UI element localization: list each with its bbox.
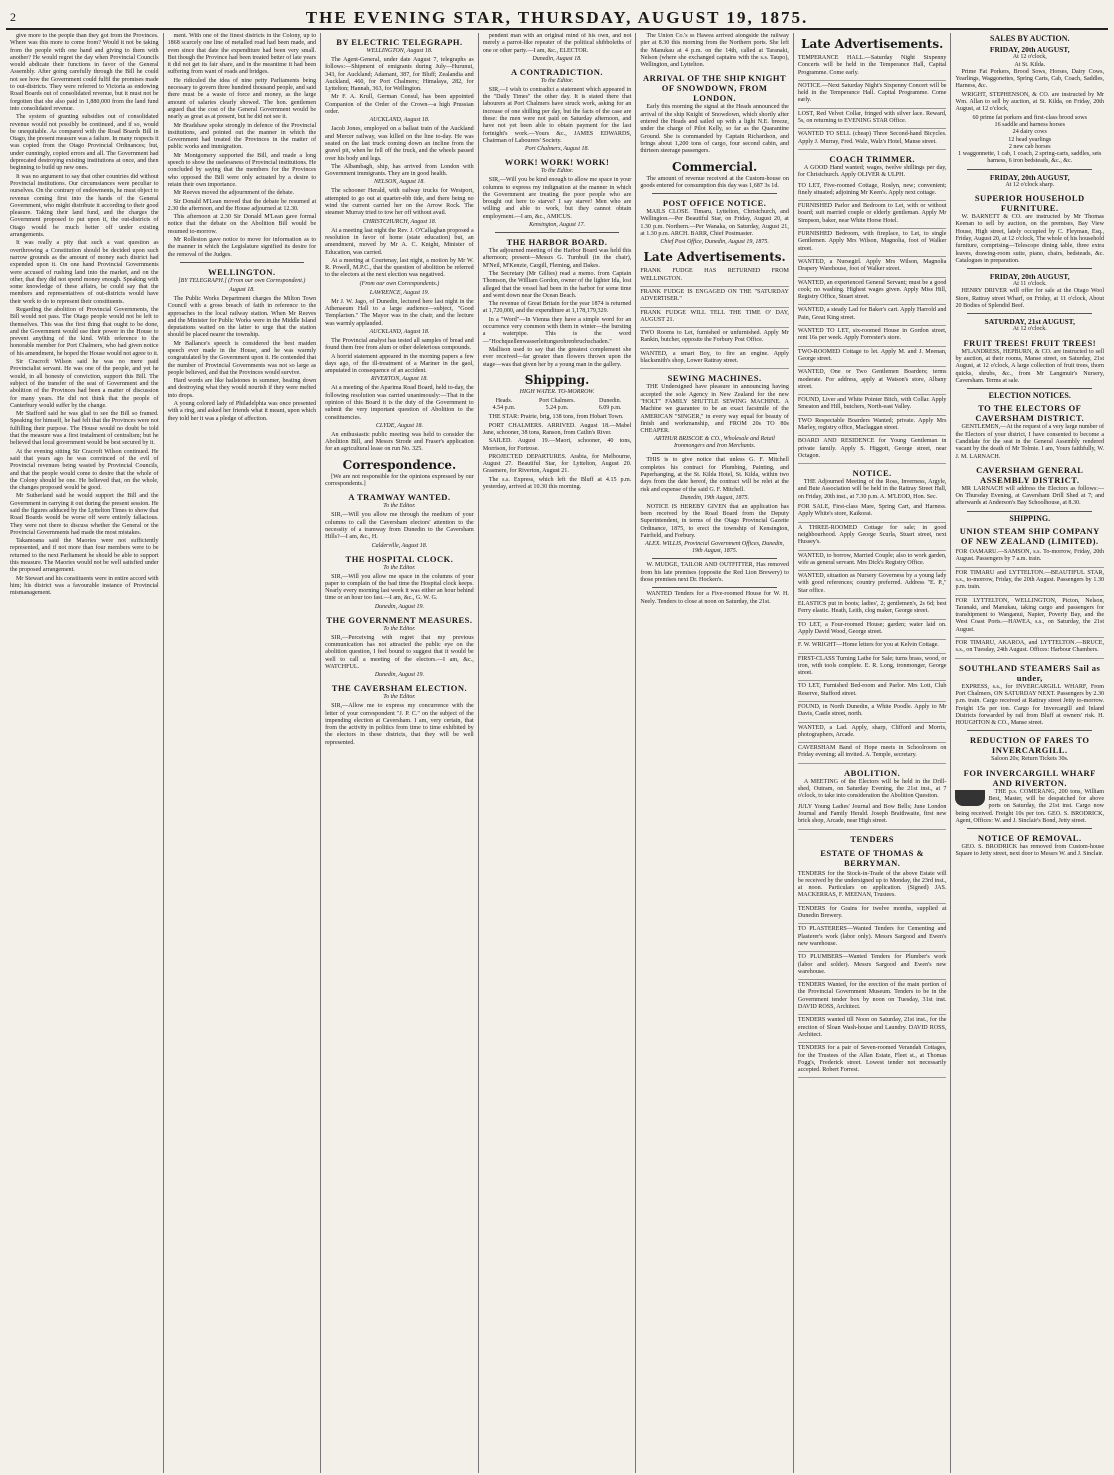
ad-text: CAVERSHAM Band of Hope meets in Schoolroom on Friday evening; all invited. A. Temple, secretary. bbox=[797, 745, 947, 759]
ad-text: WANTED TO LET, six-roomed House in Gordon street, rent 16s per week. Apply Forrester's store. bbox=[797, 328, 947, 342]
section-heading: NOTICE OF REMOVAL. bbox=[977, 833, 1082, 844]
classified-ad bbox=[798, 702, 947, 723]
ad-text: WANTED, to borrow, Married Couple; also to work garden, wife as general servant. Mrs Dick's Registry Office. bbox=[797, 552, 947, 566]
paragraph: The adjourned meeting of the Harbor Board was held this afternoon; present—Messrs G. Turnbull (in the chair), M'Neil, M'Kenzie, Cargill, Fleming, and Dakes. bbox=[482, 248, 632, 269]
classified-ad bbox=[798, 551, 947, 572]
letter-signoff: Port Chalmers, August 18. bbox=[524, 146, 590, 153]
sale-place: At St. Kilda. bbox=[1014, 61, 1046, 68]
ad-text: WANTED, a steady Lad for Baker's cart. Apply Harrold and Pain, Great King street. bbox=[797, 307, 947, 321]
letter-heading: THE GOVERNMENT MEASURES. bbox=[326, 614, 473, 625]
letter-body: SIR,—I wish to contradict a statement which appeared in the "Daily Times" the other day. It is stated there that labourers at Port Chalmers have struck work, asking for an increase of one shilling per day, but the facts of the case are these: the men were not paid on Saturday afternoon, and have not yet been able to obtain payment for the last fortnight's work.—Yours &c., JAMES EDWARDS, Chairman of Labourers' Society. bbox=[482, 86, 632, 144]
letter-heading: THE HOSPITAL CLOCK. bbox=[345, 553, 454, 564]
ad-text: WANTED, a smart Boy, to fire an engine. Apply blacksmith's shop, Lower Rattray street. bbox=[640, 350, 789, 365]
paragraph: Mr Ballance's speech is considered the best maiden speech ever made in the House, and he was warmly congratulated by the Government upon it. He contended that the number of Provincial Governments was not so large as people believed, and that the Provinces would survive. bbox=[167, 340, 317, 376]
letter-signoff: Dunedin, August 19. bbox=[374, 672, 425, 679]
table-header: Dunedin. bbox=[598, 397, 622, 404]
sale-date: FRIDAY, 20th AUGUST, bbox=[989, 45, 1070, 55]
classified-ad bbox=[640, 328, 789, 349]
divider bbox=[652, 193, 777, 194]
paragraph: MAILS CLOSE. Timaru, Lyttelton, Christchurch, and Wellington.—Per Beautiful Star, on Friday, August 20, at 1.30 p.m. Northern.—Per Wanaka, on Saturday, August 21, at 1.30 p.m. ARCH. BARR, Chief Postmaster. bbox=[640, 209, 789, 238]
sale-time: At 12 o'clock. bbox=[1012, 326, 1047, 333]
paragraph: Regarding the abolition of Provincial Governments, the Bill would not pass. The Otago people would not be left to themselves. This was the first thing that ought to be done, and the Government would use their power in the House to prevent anything of the kind. With reference to the honorable member for Port Chalmers, who had given notice of his amendment, he hoped the House would not agree to it. bbox=[10, 306, 159, 357]
paragraph: THE Adjourned Meeting of the Ross, Inverness, Argyle, and Bute Association will be held in the Rattray Street Hall, on Friday, 20th inst., at 7.30 p.m. A. M'LEOD, Hon. Sec. bbox=[797, 479, 947, 500]
classified-ad bbox=[798, 523, 947, 551]
shipping-heading: Shipping. bbox=[524, 372, 590, 387]
divider bbox=[180, 262, 305, 263]
section-heading: FOR INVERCARGILL WHARF AND RIVERTON. bbox=[963, 767, 1096, 788]
ad-text: FOUND, in North Dunedin, a White Poodle. Apply to Mr Davis, Castle street, north. bbox=[797, 704, 947, 718]
tender-ad bbox=[798, 952, 947, 980]
sale-date: FRIDAY, 20th AUGUST, bbox=[989, 172, 1070, 182]
tender-ad bbox=[798, 1015, 947, 1043]
paragraph: Mr Stafford said he was glad to see the Bill so framed. Speaking for himself, he had felt that the Provinces were not fulfilling their purpose. The House would no doubt be told that the measure was a first instalment of centralism; but he believed that local government would be best secured by it. bbox=[10, 411, 159, 447]
paragraph: The Public Works Department charges the Milton Town Council with a gross breach of faith in reference to the approaches to the local railway station. When Mr Reeves and the Minister for Public Works were in the Middle Island deputations waited on the latter to urge that the station should be placed nearer the township. bbox=[167, 295, 317, 339]
paragraph: The amount of revenue received at the Custom-house on goods entered for consumption this day was 1,687 3s 1d. bbox=[640, 175, 789, 189]
paragraph: The revenue of Great Britain for the year 1874 is returned at 1,720,000, and the expenditure at 1,178,179,329. bbox=[482, 301, 632, 315]
section-heading: THE HARBOR BOARD. bbox=[506, 237, 608, 248]
paragraph: He ridiculed the idea of nine petty Parliaments being necessary to govern three hundred thousand people, and said there must be a waste of force and money, as the large amount of salaries clearly showed. The hon. gentlemen argued that the cost of the General Government would be nearly as great as at present, but he did not see it. bbox=[167, 77, 317, 121]
paragraph: THE STAR: Prairie, brig, 138 tons, from Hobart Town. bbox=[488, 414, 624, 421]
classified-ad bbox=[798, 620, 947, 641]
paragraph: The s.s. Express, which left the Bluff at 4.15 p.m. yesterday, arrived at 10.30 this morning. bbox=[482, 476, 632, 491]
paragraph: The Provincial analyst has tested all samples of bread and found them free from alum or other deleterious compounds. bbox=[325, 337, 474, 352]
section-heading: FRUIT TREES! FRUIT TREES! bbox=[963, 337, 1097, 348]
classified-ad bbox=[798, 367, 947, 395]
ad-text: WANTED, One or Two Gentlemen Boarders; terms moderate. For address, apply at Watson's store, Albany street. bbox=[797, 369, 947, 390]
classified-ad bbox=[640, 266, 789, 287]
section-heading: TO THE ELECTORS OF CAVERSHAM DISTRICT. bbox=[975, 403, 1085, 424]
letter-salutation: To the Editor. bbox=[383, 564, 416, 571]
steamship-icon bbox=[955, 790, 985, 806]
letter-body: SIR,—Will you allow me space in the columns of your paper to complain of the bad time the Hospital clock keeps. Nearly every morning last week it was either an hour behind time or an hour too fast.—I am, &c., G. W. G. bbox=[325, 573, 474, 602]
ad-text: JULY Young Ladies' Journal and Bow Bells; June London Journal and Family Herald. Joseph Braithwaite, first new brick shop, Arcade, near High street. bbox=[797, 803, 947, 825]
ad-text: ELASTICS put in boots; ladies', 2; gentlemen's, 2s 6d; best Ferry elastic. Heath, Leith, clog maker, George street. bbox=[797, 601, 947, 615]
paragraph: M'LANDRESS, HEPBURN, & CO. are instructed to sell by auction, at their rooms, Manse street, on Saturday, 21st August, at 12 o'clock, A large collection of fruit trees, thorn quicks, shrubs, &c., from Mr Langmuir's Nursery, Caversham. Terms at sale. bbox=[955, 348, 1105, 384]
classified-ad bbox=[798, 326, 947, 347]
paragraph: At a meeting of the Aparima Road Board, held to-day, the following resolution was carried unanimously:—That in the opinion of this Board it is the duty of the Government to submit the very important question of Abolition to the constituencies. bbox=[325, 385, 474, 421]
paragraph: Sir Donald M'Lean moved that the debate be resumed at 2.30 the afternoon, and the House adjourned at 12.30. bbox=[167, 198, 317, 212]
paragraph: GENTLEMEN,—At the request of a very large number of the Electors of your district, I have consented to become a Candidate for the seat in the General Assembly rendered vacant by the death of Mr Tolmie. I am, Yours faithfully, W. J. M. LARNACH. bbox=[955, 424, 1105, 460]
ad-text: FRANK FUDGE HAS RETURNED FROM WELLINGTON. bbox=[640, 268, 789, 282]
classified-ad bbox=[798, 502, 947, 523]
divider bbox=[652, 587, 777, 588]
classified-ad bbox=[640, 287, 789, 308]
signoff: ALEX. WILLIS, Provincial Government Offices, Dunedin, 19th August, 1875. bbox=[645, 541, 785, 555]
ad-text: TENDERS wanted till Noon on Saturday, 21st inst., for the erection of Sloan Wash-house and Laundry. DAVID ROSS, Architect. bbox=[797, 1017, 947, 1038]
section-heading: ABOLITION. bbox=[844, 767, 901, 778]
paragraph: A young colored lady of Philadelphia was once presented with a ring, and asked her friends what it meant, upon which they told her it was a pledge of affection. bbox=[167, 401, 317, 422]
classified-ad bbox=[798, 53, 947, 81]
letter-body: SIR,—Will you be kind enough to allow me space in your columns to express my indignation at the manner in which the Government are treating the poor people who are brought out here to starve? I say starve! Men who are willing and able to work, but they cannot obtain employment.—I am, &c., AMICUS. bbox=[482, 177, 632, 220]
paragraph: PROJECTED DEPARTURES. Arabia, for Melbourne, August 27. Beautiful Star, for Lyttelton, August 20. Grasmere, for Riverton, August 21. bbox=[482, 453, 632, 475]
notice-date: Dunedin, 19th August, 1875. bbox=[680, 494, 750, 501]
tender-ad bbox=[798, 980, 947, 1015]
paragraph: Prime Fat Porkers, Brood Sows, Horses, Dairy Cows, Yearlings, Waggonettes, Spring Carts, Cab, Coach, Saddles, Harness, &c. bbox=[955, 68, 1105, 90]
section-heading: WELLINGTON. bbox=[208, 266, 276, 277]
ad-text: TENDERS for the Stock-in-Trade of the above Estate will be received by the undersigned up to Monday, the 23rd inst., at noon. Particulars on application. (Signed) JAS. MACKERRAS, F. MEENAN, Trustees. bbox=[797, 870, 947, 899]
section-heading: UNION STEAM SHIP COMPANY OF NEW ZEALAND (LIMITED). bbox=[959, 526, 1100, 547]
paragraph: At a meeting at Courtenay, last night, a motion by Mr W. R. Powell, M.P.C., that the question of abolition be referred to the electors at the next election was negatived. bbox=[325, 257, 474, 279]
section-subheading: [BY TELEGRAPH.] (From our own Correspondent.) bbox=[178, 277, 306, 284]
letter-heading: A TRAMWAY WANTED. bbox=[348, 492, 451, 503]
divider bbox=[652, 453, 777, 454]
list-item: 12 head yearlings bbox=[1008, 136, 1052, 143]
ad-text: TENDERS for Grains for twelve months, supplied at Dunedin Brewery. bbox=[797, 905, 947, 920]
paragraph: Mr Reeves moved the adjournment of the debate. bbox=[173, 190, 295, 197]
dateline: WELLINGTON, August 18. bbox=[366, 48, 433, 54]
section-heading: CAVERSHAM GENERAL ASSEMBLY DISTRICT. bbox=[976, 464, 1084, 485]
tender-ad bbox=[798, 869, 947, 904]
section-heading: REDUCTION OF FARES TO INVERCARGILL. bbox=[969, 735, 1090, 756]
paragraph: Mr Bradshaw spoke strongly in defence of the Provincial institutions, and pointed out the manner in which the Government had treated the Provinces in the matter of public works and immigration. bbox=[167, 122, 317, 151]
dateline: CLYDE, August 18. bbox=[375, 422, 423, 429]
ad-text: FOUND, Liver and White Pointer Bitch, with Collar. Apply Smeaton and Hill, butchers, North-east Valley. bbox=[797, 397, 947, 411]
classified-ad bbox=[798, 305, 947, 326]
classified-ad bbox=[798, 129, 947, 150]
paragraph: PORT CHALMERS. ARRIVED. August 18.—Mabel Jane, schooner, 38 tons, Ranson, from Catlin's River. bbox=[482, 422, 632, 436]
letter-body: SIR,—Will you allow me through the medium of your columns to call the Caversham electors' attention to the necessity of a tramway from Dunedin to the Caversham Hills?—I am, &c., H. bbox=[325, 512, 474, 541]
ad-text: TO LET, a Four-roomed House; garden; water laid on. Apply David Wood, George street. bbox=[797, 621, 947, 635]
ad-text: TWO Rooms to Let, furnished or unfurnished. Apply Mr Rankin, butcher, opposite the Forbury Post Office. bbox=[640, 330, 789, 344]
ad-text: FURNISHED Parlor and Bedroom to Let, with or without board; suit married couple or elderly gentleman. Apply Mr Simpson, baker, near White Horse Hotel. bbox=[797, 203, 947, 224]
dateline: NELSON, August 18. bbox=[373, 179, 425, 186]
ad-text: WANTED, a Nursegirl. Apply Mrs Wilson, Magnolia Drapery Warehouse, foot of Walker street. bbox=[797, 258, 947, 273]
classified-ad bbox=[798, 723, 947, 744]
ad-text: A THREE-ROOMED Cottage for sale; in good neighbourhood. Apply George Scurla, Stuart street, next Hussey's. bbox=[797, 524, 947, 546]
fare-line: Saloon 20s; Return Tickets 30s. bbox=[991, 756, 1069, 763]
classified-ad bbox=[798, 640, 947, 653]
letter-signoff: Calderville, August 18. bbox=[371, 542, 428, 549]
paragraph: GEO. S. BRODRICK has removed from Custom-house Square to Jetty street, next door to Messrs W. and J. Sinclair. bbox=[955, 844, 1105, 858]
tender-ad bbox=[798, 1043, 947, 1078]
ad-text: TO PLUMBERS—Wanted Tenders for Plumber's work (labor and solder). Messrs Sargood and Ewen's new warehouse. bbox=[797, 954, 947, 975]
paragraph: WANTED Tenders for a Five-roomed House for W. H. Neely. Tenders to close at noon on Saturday, the 21st. bbox=[640, 591, 789, 605]
section-heading: POST OFFICE NOTICE. bbox=[662, 198, 767, 209]
letter-salutation: To the Editor. bbox=[383, 503, 416, 510]
ad-text: FURNISHED Bedroom, with fireplace, to Let, to single Gentlemen. Apply Mrs Wilson, Magnolia, foot of Walker street. bbox=[797, 231, 947, 252]
paragraph: Mr J. W. Jago, of Dunedin, lectured here last night in the Athenaeum Hall to a large audience—subject, "Good Templarism." The Mayor was in the chair, and the lecture was warmly applauded. bbox=[325, 298, 474, 327]
column-3 bbox=[321, 33, 479, 1473]
paragraph: ment. With one of the finest districts in the Colony, up to 1868 scarcely one line of metalled road had been made, and even since that date the expenditure had been very small. But though the Province had been treated better of late years it did not get its fair share, and in the meantime it had been suffering from want of roads and bridges. bbox=[167, 33, 317, 76]
tender-ad bbox=[798, 924, 947, 952]
ad-text: FRANK FUDGE IS ENGAGED ON THE "SATURDAY ADVERTISER." bbox=[640, 288, 789, 303]
table-header: Heads. bbox=[495, 397, 513, 404]
sale-date: FRIDAY, 20th AUGUST, bbox=[989, 272, 1070, 282]
column-7 bbox=[951, 33, 1108, 1473]
ad-text: FOR TIMARU, AKAROA, and LYTTELTON.—BRUCE, s.s., on Tuesday, 24th August. Offices: Harbour Chambers. bbox=[955, 640, 1105, 654]
classified-ad bbox=[798, 229, 947, 257]
divider bbox=[495, 232, 620, 233]
paragraph: THE p.s. COMERANG, 200 tons, William Best, Master, will be despatched for above ports on Saturday, the 21st inst. Cargo now being received. Freight 10s per ton. GEO. S. BRODRICK, Agent, Offices: W. and J. Sinclair's Bond, Jetty street. bbox=[955, 788, 1105, 824]
ad-text: WANTED, a Lad. Apply, sharp, Clifford and Morris, photographers, Arcade. bbox=[797, 724, 947, 738]
ad-text: FOR TIMARU and LYTTELTON.—BEAUTIFUL STAR, s.s., to-morrow, Friday, the 20th August. Passengers by 1.30 p.m. train. bbox=[955, 569, 1105, 591]
classified-ad bbox=[798, 802, 947, 830]
section-heading: SOUTHLAND STEAMERS Sail as under, bbox=[959, 662, 1101, 683]
dateline: RIVERTON, August 18. bbox=[371, 376, 428, 383]
classified-ad bbox=[640, 349, 789, 370]
page-number: 2 bbox=[10, 10, 18, 24]
shipping-ad bbox=[955, 596, 1104, 638]
list-item: 2 new cab horses bbox=[1008, 143, 1051, 150]
classified-ad bbox=[798, 257, 947, 278]
paragraph: Sir Cracroft Wilson said he was no mere paid Provincialist servant. He was one of the people, and yet he would, in all honesty of conviction, support this Bill. The subject of the transfer of the seat of Government and the abolition of the Provinces had been a matter of discussion for many years. He did not think that the people of Canterbury would suffer by the change. bbox=[10, 359, 159, 409]
paragraph: The Union Co.'s ss Hawea arrived alongside the railway pier at 8.30 this morning from the Northern ports. She left the Manukau at 4 p.m. on the 14th, called at Taranaki, Nelson (where she exchanged captains with the s.s. Taupo), Wellington, and Lyttelton. bbox=[640, 33, 789, 69]
ad-text: TENDERS for a pair of Seven-roomed Verandah Cottages, for the Trustees of the Allan Estate, Fleet st., at Thomas Fogg's, Frederick street. Lowest tender not necessarily accepted. Robert Forrest. bbox=[797, 1045, 947, 1074]
section-heading: SEWING MACHINES. bbox=[667, 373, 762, 384]
classified-ad bbox=[798, 654, 947, 682]
paragraph: In a "Word"—In Vienna they have a simple word for an occurrence very common with them in winter—the bursting a waterpipe. This is the word—"Hochquellenwasserleitungsrohrenbruchschaden." bbox=[482, 316, 632, 345]
paragraph: Mr Rolleston gave notice to move for information as to the manner in which the Legislature signified its desire for the removal of the Judges. bbox=[167, 237, 317, 258]
divider bbox=[967, 730, 1092, 731]
letter-signoff: Kensington, August 17. bbox=[529, 222, 585, 229]
paragraph: Takamoana said the Maories were not sufficiently represented, and if not more than four members were to be returned to the next Parliament he should be able to support this measure. The Maories would not be well satisfied under the proposed arrangement. bbox=[10, 538, 159, 574]
tender-ad bbox=[798, 904, 947, 925]
sale-time: At 11 o'clock. bbox=[1012, 281, 1047, 288]
ad-text: F. W. WRIGHT—Home letters for you at Kelvin Cottage. bbox=[797, 642, 939, 649]
ad-text: TEMPERANCE HALL.—Saturday Night Sixpenny Concerts will be held in the Temperance Hall, Capital Programme. Come early. bbox=[797, 55, 947, 76]
classified-ad bbox=[798, 181, 947, 202]
paragraph: The schooner Herald, with railway trucks for Westport, attempted to go out at quarter-ebb tide, and there being no wind the current carried her on the Arrow Rock. The steamer Murray tried to tow her off without avail. bbox=[325, 188, 474, 217]
table-cell: 4.54 p.m. bbox=[492, 405, 516, 412]
list-item: 1 waggonnette, 1 cab, 1 coach, 2 spring-carts, saddles, sets harness, 6 iron bedsteads, &c., &c. bbox=[958, 151, 1102, 165]
paragraph: Mr Stewart and his constituents were in entire accord with him; his district was a favourable instance of Provincial mismanagement. bbox=[10, 575, 159, 597]
ad-text: WANTED TO SELL (cheap) Three Second-hand Bicycles. Apply J. Murray, Fred. Walz, Walz's Hotel, Manse street. bbox=[797, 131, 947, 145]
section-heading: BY ELECTRIC TELEGRAPH. bbox=[336, 37, 463, 47]
classified-ad bbox=[798, 416, 947, 437]
section-heading: ESTATE OF THOMAS & BERRYMAN. bbox=[820, 847, 925, 868]
paragraph: Mr Montgomery supported the Bill, and made a long speech to show the uselessness of Provincial institutions. He concluded by saying that the members for the Provinces who opposed the Bill were only actuated by a desire to retain their own importance. bbox=[167, 152, 317, 188]
classified-ad bbox=[798, 347, 947, 368]
section-heading: ARRIVAL OF THE SHIP KNIGHT OF SNOWDOWN, FROM LONDON. bbox=[642, 73, 787, 104]
shipping-ad bbox=[955, 568, 1104, 596]
paragraph: An enthusiastic public meeting was held to consider the Abolition Bill, and Messrs Strode and Fraser's application for an agricultural lease on run No. 325. bbox=[325, 431, 474, 453]
divider bbox=[967, 268, 1092, 269]
letter-salutation: To the Editor. bbox=[540, 77, 574, 84]
ad-text: FOR LYTTELTON, WELLINGTON, Picton, Nelson, Taranaki, and Manukau, taking cargo and passengers for transhipment to Wanganui, Napier, Poverty Bay, and the West Coast Ports.—HAWEA, s.s., on Saturday, the 21st August. bbox=[955, 597, 1105, 633]
ad-text: FOR SALE, First-class Mare, Spring Cart, and Harness. Apply White's store, Kaikorai. bbox=[797, 504, 947, 518]
column-6 bbox=[794, 33, 952, 1473]
classified-ad bbox=[798, 278, 947, 306]
sales-heading: SALES BY AUCTION. bbox=[990, 34, 1070, 43]
column-2 bbox=[164, 33, 322, 1473]
divider bbox=[967, 169, 1092, 170]
paragraph: It was no argument to say that other countries did without Provincial institutions. Our circumstances were peculiar to ourselves. On the contrary of endowments, he must object to revenue coming first into the hands of the General Government, who might distribute it according to their good pleasure. Taking their land fund, and the charges the Government proposed to put upon it, the out-districts of Otago would be much better off under existing arrangements. bbox=[10, 173, 159, 239]
late-ads-heading: Late Advertisements. bbox=[801, 37, 944, 51]
letter-signoff: Dunedin, August 19. bbox=[374, 603, 425, 610]
paragraph: The system of granting subsidies out of consolidated revenue would not possibly be continued, and if so, would be unequitable. As compared with the Road Boards Bill in Otago, the present measure was a failure. In many respects it was copied from the Otago Provincial Ordinances; but, under cunningly, copied errors and all. The Government had deprecated destroying existing institutions at once, and then beginning to build up new ones. bbox=[10, 114, 159, 172]
letter-body: SIR,—Perceiving with regret that my previous communication has not attracted the public eye on the abolition question, I feel bound to suggest that it would be well to call a meeting of the electors.—I am, &c., WATCHFUL. bbox=[325, 634, 474, 670]
paragraph: A horrid statement appeared in the morning papers a few days ago, of the ill-treatment of a Mariner in the gaol, amputated in consequence of an accident. bbox=[325, 353, 474, 375]
columns bbox=[6, 33, 1108, 1473]
section-heading: SUPERIOR HOUSEHOLD FURNITURE. bbox=[974, 193, 1085, 214]
commercial-heading: Commercial. bbox=[671, 159, 758, 174]
table-cell: 5.24 p.m. bbox=[545, 405, 569, 412]
election-heading: ELECTION NOTICES. bbox=[988, 391, 1071, 401]
correspondence-heading: Correspondence. bbox=[342, 457, 457, 472]
high-water-table bbox=[483, 398, 632, 413]
ad-text: WANTED, an experienced General Servant; must be a good cook; no washing. Highest wages given. Apply Miss Hill, Registry Office, Stuart street. bbox=[797, 279, 947, 301]
letter-signoff: Dunedin, August 18. bbox=[532, 55, 582, 62]
paragraph: SAILED. August 19.—Maori, schooner, 40 tons, Morrison, for Fortrose. bbox=[482, 438, 632, 452]
paragraph: A GOOD Hand wanted; wages, twelve shillings per day, for Christchurch. Apply OLIVER & ULPH. bbox=[797, 164, 947, 179]
paragraph: At a meeting last night the Rev. J. O'Callaghan proposed a resolution in favor of home (state education) but, an amendment, moved by Mr A. C. Knight, Minister of Education, was carried. bbox=[325, 227, 474, 256]
masthead-title: THE EVENING STAR, THURSDAY, AUGUST 19, 1875. bbox=[305, 8, 809, 27]
ad-text: TO LET, Furnished Bed-room and Parlor. Mrs Lott, Club Reserve, Stafford street. bbox=[797, 683, 947, 697]
paragraph: THE Undersigned have pleasure in announcing having accepted the sole Agency in New Zealand for the new "HOLT" FAMILY SHUTTLE SEWING MACHINE. A Machine we guarantee to be an exact facsimile of the AMERICAN "SINGER," in every way equal for beauty of finish and workmanship, and FROM 20s TO 80s CHEAPER. bbox=[640, 384, 789, 435]
high-water-heading: HIGH WATER. TO-MORROW. bbox=[519, 388, 595, 395]
divider bbox=[652, 558, 777, 559]
letter-body: SIR,—Allow me to express my concurrence with the letter of your correspondent "J. P. C." on the subject of the impending election at Caversham. I am, very certain, that from the activity in politics from time to time exhibited by the electors in these districts, that they will be well represented. bbox=[325, 703, 474, 746]
ad-text: BOARD AND RESIDENCE for Young Gentleman in private family. Apply S. Higgott, George street, near Octagon. bbox=[797, 438, 947, 459]
classified-ad bbox=[798, 395, 947, 416]
ad-text: TWO-ROOMED Cottage to let. Apply M. and J. Meenan, George street. bbox=[797, 348, 947, 362]
classified-ad bbox=[798, 109, 947, 130]
ad-text: FOR OAMARU.—SAMSON, s.s. To-morrow, Friday, 20th August. Passengers by 7 a.m. train. bbox=[955, 549, 1105, 563]
section-heading: COACH TRIMMER. bbox=[829, 153, 916, 164]
dateline: LAWRENCE, August 19. bbox=[369, 289, 430, 296]
paragraph: pendent man with an original mind of his own, and not merely a parrot-like repeater of the political shibboleths of one or other party.—I am, &c., ELECTOR. bbox=[482, 33, 632, 54]
column-1 bbox=[6, 33, 164, 1473]
editor-note: [We are not responsible for the opinions expressed by our correspondents.] bbox=[325, 473, 474, 488]
paragraph: The Albambagh, ship, has arrived from London with Government immigrants. They are in good health. bbox=[325, 163, 474, 178]
section-heading: TENDERS bbox=[850, 833, 894, 844]
divider bbox=[967, 828, 1092, 829]
divider bbox=[967, 388, 1092, 389]
dateline: AUCKLAND, August 18. bbox=[369, 117, 430, 124]
column-4 bbox=[479, 33, 637, 1473]
sale-time: At 12 o'clock sharp. bbox=[1005, 181, 1055, 188]
table-cell: 6.09 p.m. bbox=[598, 405, 622, 412]
paragraph: HENRY DRIVER will offer for sale at the Otago Wool Store, Rattray street Wharf, on Friday, at 11 o'clock, About 20 Bodies of Splendid Beef. bbox=[955, 288, 1105, 310]
sale-time: At 12 o'clock, bbox=[1012, 54, 1047, 61]
paragraph: NOTICE IS HEREBY GIVEN that an application has been received by the Road Board from the Deputy Superintendent, in terms of the Otago Provincial Gazette Ordinance, 1875, to erect the township of Kensington, Fairfield, and Forbury. bbox=[640, 503, 789, 540]
paragraph: Jacob Jones, employed on a ballast train of the Auckland and Mercer railway, was killed on the line to-day. He was seated on the last truck coming down an incline from the gravel pit, when he fell off the truck, and the wheels passed over his body and legs. bbox=[325, 126, 474, 162]
classified-ad bbox=[798, 571, 947, 599]
dateline: August 18. bbox=[229, 286, 255, 293]
paragraph: Early this morning the signal at the Heads announced the arrival of the ship Knight of Snowdown, which shortly after entered the Heads and sailed up with a light N.E. breeze, under the charge of Pilot Kelly, so far as the Quarantine Ground. She is commanded by Captain Richardson, and brings about 1,200 tons of cargo, four second cabin, and thirteen steerage passengers. bbox=[640, 104, 789, 155]
letter-heading: WORK! WORK! WORK! bbox=[504, 157, 610, 168]
section-heading: NOTICE. bbox=[852, 468, 892, 479]
paragraph: This afternoon at 2.30 Sir Donald M'Lean gave formal notice that the debate on the Abolition Bill would be resumed to-morrow. bbox=[167, 214, 317, 235]
shipping-ad bbox=[955, 638, 1104, 659]
ad-text: FRANK FUDGE WILL TELL THE TIME O' DAY, AUGUST 21. bbox=[640, 309, 789, 323]
sale-date: SATURDAY, 21st AUGUST, bbox=[984, 317, 1075, 327]
ad-text: NOTICE.—Next Saturday Night's Sixpenny Concert will be held in the Temperance Hall. Capital Programme. Come early. bbox=[797, 82, 947, 104]
paragraph: give more to the people than they got from the Provinces. Where was this more to come from? Would it not be taking from the people with one hand and giving to them with another? He would regret the day when Provincial Councils would abdicate their functions in favor of the General Assembly. After going carefully through the Bill he could not see how the Government could fulfil the promises made to out-districts. They were referred to Victoria as endowing Road Boards out of consolidated revenue, but it must not be forgotten that she also paid in 1,880,000 from the land fund into consolidated revenue. bbox=[10, 33, 159, 112]
paragraph: Mallison used to say that the greatest complement she ever received—far greater than flowers thrown upon the stage—was that given her by a young man in the gallery. bbox=[482, 346, 632, 368]
shipping-ad bbox=[955, 547, 1104, 568]
ad-text: TO LET, Five-roomed Cottage, Roslyn, new; convenient; finely situated; adjoining Mr Keen's. Apply next cottage. bbox=[797, 182, 947, 196]
column-5 bbox=[636, 33, 794, 1473]
classified-ad bbox=[798, 81, 947, 109]
paragraph: W. MUDGE, TAILOR AND OUTFITTER, Has removed from his late premises (opposite the Red Lion Brewery) to those premises next Dr. Hocken's. bbox=[640, 562, 789, 583]
dateline: AUCKLAND, August 18. bbox=[369, 328, 430, 335]
letter-salutation: To the Editor. bbox=[540, 168, 574, 175]
classified-ad bbox=[798, 201, 947, 229]
classified-ad bbox=[640, 308, 789, 329]
paragraph: A MEETING of the Electors will be held in the Drill-shed, Outram, on Saturday Evening, the 21st inst., at 7 o'clock, to take into consideration the Abolition Question. bbox=[797, 778, 947, 800]
paragraph: THIS is to give notice that unless G. F. Mitchell completes his contract for Plumbing, Painting, and Paperhanging, at the St. Kilda Hotel, St. Kilda, within two days from the date hereof, the contract will be relet at the risk and expense of the said G. F. Mitchell. bbox=[640, 457, 789, 493]
ad-text: LOST, Red Velvet Collar, fringed with silver lace. Reward, 5s, on returning to EVENING STAR Office. bbox=[797, 110, 947, 125]
paragraph: WRIGHT, STEPHENSON, & CO. are instructed by Mr Wm. Allan to sell by auction, at St. Kilda, on Friday, 20th August, at 12 o'clock, bbox=[955, 91, 1105, 113]
post-signoff: Chief Post Office, Dunedin, August 19, 1875. bbox=[660, 239, 769, 246]
dateline: CHRISTCHURCH, August 18. bbox=[362, 218, 437, 225]
paragraph: It was really a pity that such a vast question as overthrowing a Constitution should be decided upon such narrow grounds as the amount of money each district had expended upon it. On one hand Provincial Governments were accused of rushing land into the market, and on the other, that they did not spend money enough. Speaking with some knowledge of these affairs, he could say that the members and representatives of out-districts would have their work to do to represent their constituents. bbox=[10, 240, 159, 305]
section-subheading: (From our own Correspondents.) bbox=[359, 280, 440, 287]
ad-text: TWO Respectable Boarders Wanted; private. Apply Mrs Marley, registry office, Maclaggan street. bbox=[797, 417, 947, 431]
paragraph: The Secretary (Mr Gillies) read a memo. from Captain Thomson, the William Gordon, owner of the lighter Ida, lost alleged that the vessel had been in the harbor for some time and went down near the Ocean Beach. bbox=[482, 270, 632, 299]
divider bbox=[967, 511, 1092, 512]
list-item: 60 prime fat porkers and first-class brood sows bbox=[972, 114, 1088, 121]
paragraph: EXPRESS, s.s., for INVERCARGILL WHARF, From Port Chalmers, ON SATURDAY NEXT. Passengers by 2.30 p.m. train. Cargo received at Rattray street Jetty to-morrow. Freight 15s per ton. Cargo for Invercargill and Inland Districts forwarded by rail from Bluff at owners' risk. H. HOUGHTON & CO., Manse street. bbox=[955, 683, 1105, 727]
masthead bbox=[6, 0, 1108, 30]
ad-text: FIRST-CLASS Turning Lathe for Sale; turns brass, wood, or iron, with tools complete. E. R. Long, ironmonger, George street. bbox=[797, 655, 947, 677]
letter-heading: THE CAVERSHAM ELECTION. bbox=[331, 683, 468, 694]
list-item: 16 saddle and harness horses bbox=[994, 121, 1065, 128]
ad-text: TO PLASTERERS—Wanted Tenders for Cementing and Plasterer's work (labor only). Messrs Sargood and Ewen's new warehouse. bbox=[797, 926, 947, 947]
letter-salutation: To the Editor. bbox=[383, 625, 416, 632]
ad-text: WANTED, situation as Nursery Governess by a young lady with good references; country preferred. Address "E. P.," Star office. bbox=[797, 573, 947, 594]
divider bbox=[967, 313, 1092, 314]
classified-ad bbox=[798, 681, 947, 702]
late-ads-heading: Late Advertisements. bbox=[643, 250, 786, 265]
advertiser: ARTHUR BRISCOE & CO., Wholesale and Retail Ironmongers and Iron Merchants. bbox=[654, 436, 775, 450]
paragraph: The Agent-General, under date August 7, telegraphs as follows:—Shipment of emigrants during July—Hurunui, 343, for Auckland; Adamant, 387, for Bluff; Zealandia and Auckland, 460, for Port Chalmers; Himalaya, 282, for Lyttelton; Hannah, 363, for Wellington. bbox=[325, 57, 474, 93]
list-item: 24 dairy cows bbox=[1012, 129, 1047, 136]
paragraph: Hard words are like hailstones in summer, beating down and destroying what they would nourish if they were melted into drops. bbox=[167, 378, 317, 399]
shipping-heading: SHIPPING. bbox=[1009, 513, 1051, 523]
paragraph: MR LARNACH will address the Electors as follows:—On Thursday Evening, at Caversham Drill Shed at 7; and afterwards at Anderson's Bay Schoolhouse, at 8.30. bbox=[955, 485, 1105, 507]
letter-salutation: To the Editor. bbox=[383, 694, 416, 701]
table-header: Port Chalmers. bbox=[539, 397, 576, 404]
paragraph: Mr Sutherland said he would support the Bill and the Government in carrying it out during the present session. He said the figures adduced by the Lyttelton Times to show that Road Boards would be worse off were entirely fallacious. They were not there to discuss whether the General or the Provincial Governments had made the most mistakes. bbox=[10, 493, 159, 536]
classified-ad bbox=[798, 743, 947, 764]
paragraph: W. BARNETT & CO. are instructed by Mr Thomas Keenan to sell by auction, on the premises, Bay View House, High street, lately occupied by C. Fleyman, Esq., Friday, August 20, at 12 o'clock, The whole of his household furniture, comprising—Telescope dining table, three extra leaves, drawing-room suite, piano, chairs, bedsteads, &c. Catalogues in preparation. bbox=[955, 214, 1105, 264]
classified-ad bbox=[798, 599, 947, 620]
ad-text: TENDERS Wanted, for the erection of the main portion of the Provincial Government Museum. Tenders to be in the Government tender box by noon on Tuesday, 31st inst. DAVID ROSS, Architect. bbox=[797, 982, 947, 1011]
paragraph: Mr F. A. Krull, German Consul, has been appointed Companion of the Order of the Crown—a high Prussian order. bbox=[325, 94, 474, 116]
paragraph: At the evening sitting Sir Cracroft Wilson continued. He said that years ago he was convinced of the evil of Provincial revenues being wasted by Provincial Councils, and that the people would come to desire that the whole of the Colony should be one. He believed that, on the whole, the changes proposed would be good. bbox=[10, 448, 159, 492]
classified-ad bbox=[798, 436, 947, 464]
letter-heading: A CONTRADICTION. bbox=[510, 66, 604, 77]
